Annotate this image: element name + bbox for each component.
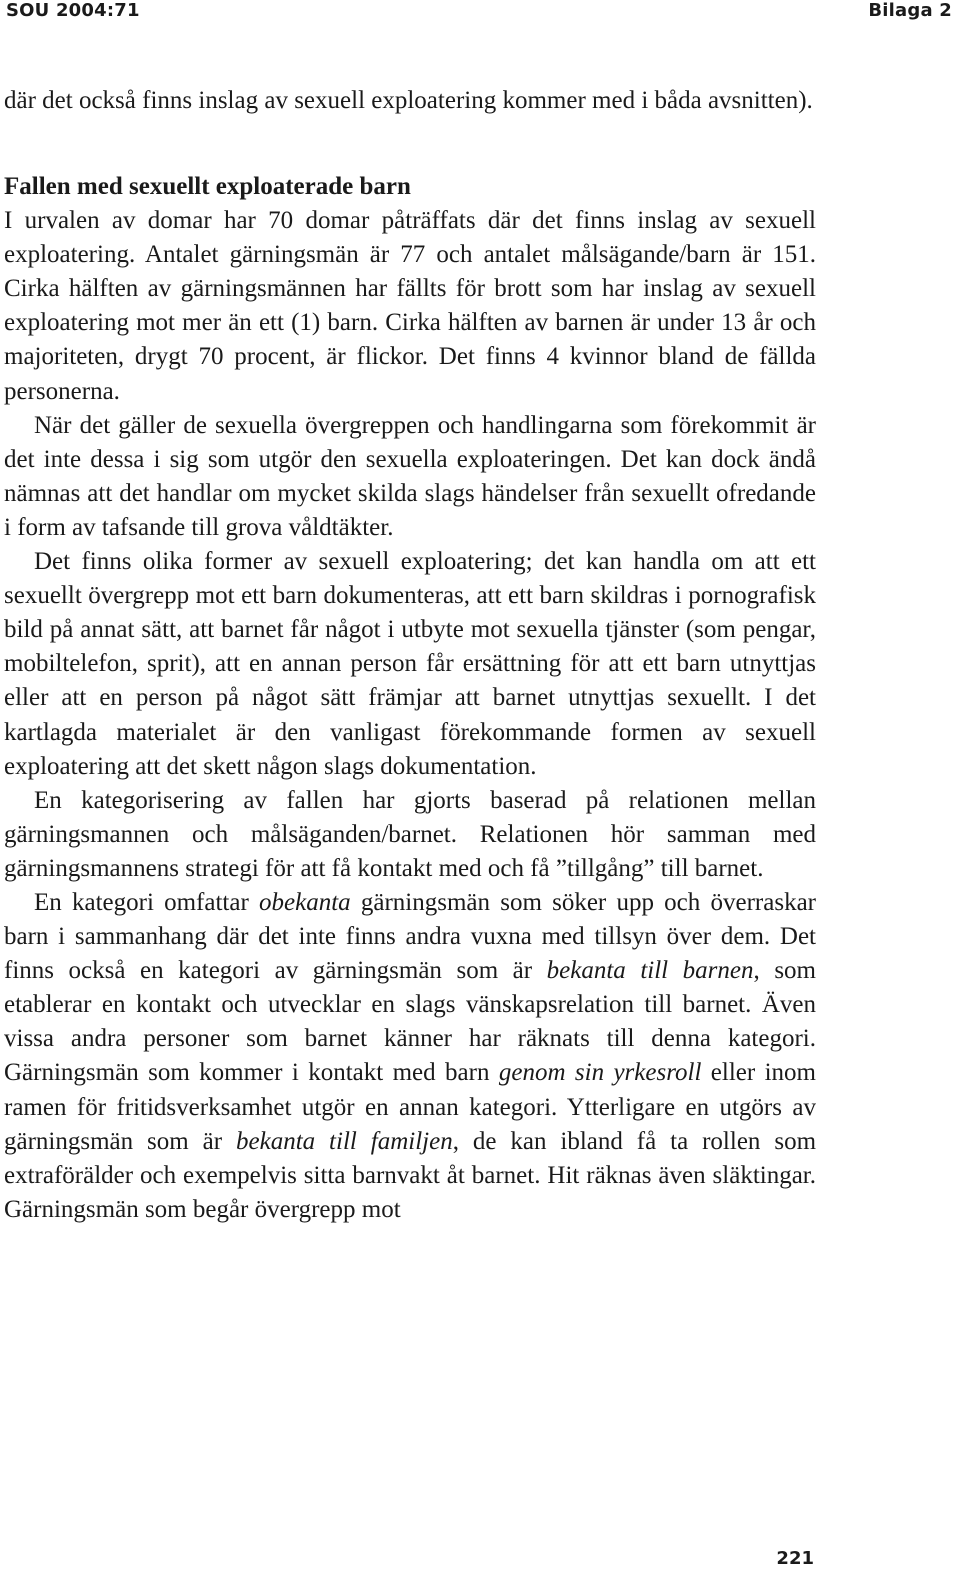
text-run: , de kan ibland få ta rollen som extraförälder och exempelvis sitta barnvakt åt barnet. Hit räknas även släktingar. Gärningsmän som begår övergrepp mot [4,1127,817,1223]
paragraph-exploitation-forms: Det finns olika former av sexuell exploatering; det kan handla om att ett sexuellt övergrepp mot ett barn dokumenteras, att ett barn skildras i pornografisk bild på annat sätt, att barnet får något i utbyte mot sexuella tjänster (som pengar, mobiltelefon, sprit), att en annan person får ersättning för att ett barn utnyttjas eller att en person på något sätt främjar att barnet utnyttjas sexuellt. I det kartlagda materialet är den vanligast förekommande formen av sexuell exploatering att det skett någon slags dokumentation. [4,548,816,780]
paragraph-statistics: I urvalen av domar har 70 domar påträffats där det finns inslag av sexuell exploatering. Antalet gärningsmän är 77 och antalet målsägande/barn är 151. Cirka hälften av gärningsmännen har fällts för brott som har inslag av sexuell exploatering mot mer än ett (1) barn. Cirka hälften av barnen är under 13 år och majoriteten, drygt 70 procent, är flickor. Det finns 4 kvinnor bland de fällda personerna. [4,207,816,405]
text-run: eller inom ramen för fritidsverksamhet utgör en annan kategori. Ytterligare en utgörs av gärningsmän som är [4,1059,816,1155]
text-run: En kategori omfattar [34,888,260,916]
emphasis-bekanta-till-barnen: bekanta till barnen [546,957,754,985]
paragraph-categorisation: En kategorisering av fallen har gjorts baserad på relationen mellan gärningsmannen och målsäganden/barnet. Relationen hör samman med gärningsmannens strategi för att få kontakt med och få ”tillgång” till barnet. [4,786,816,882]
text-run: , som etablerar en kontakt och utvecklar en slags vänskapsrelation till barnet. Även vissa andra personer som barnet känner har räknats till denna kategori. Gärningsmän som kommer i kontakt med barn [4,957,816,1087]
paragraph-categories [4,886,816,1227]
emphasis-genom-sin-yrkesroll: genom sin yrkesroll [498,1059,702,1087]
page-body [4,84,816,1227]
document-reference: SOU 2004:71 [6,0,140,21]
paragraph-continuation: där det också finns inslag av sexuell exploatering kommer med i båda avsnitten). [4,87,813,114]
page-number: 221 [776,1548,814,1569]
emphasis-bekanta-till-familjen: bekanta till familjen [236,1127,453,1155]
paragraph-abuse-types: När det gäller de sexuella övergreppen och handlingarna som förekommit är det inte dessa i sig som utgör den sexuella exploateringen. Det kan dock ändå nämnas att det handlar om mycket skilda slags händelser från sexuellt ofredande i form av tafsande till grova våldtäkter. [4,411,816,541]
emphasis-obekanta: obekanta [259,888,351,916]
text-run: gärningsmän som söker upp och överraskar barn i sammanhang där det inte finns andra vuxna med tillsyn över dem. Det finns också en kategori av gärningsmän som är [4,888,816,985]
appendix-label: Bilaga 2 [868,0,952,21]
running-header [0,0,960,24]
section-heading: Fallen med sexuellt exploaterade barn [4,173,411,201]
